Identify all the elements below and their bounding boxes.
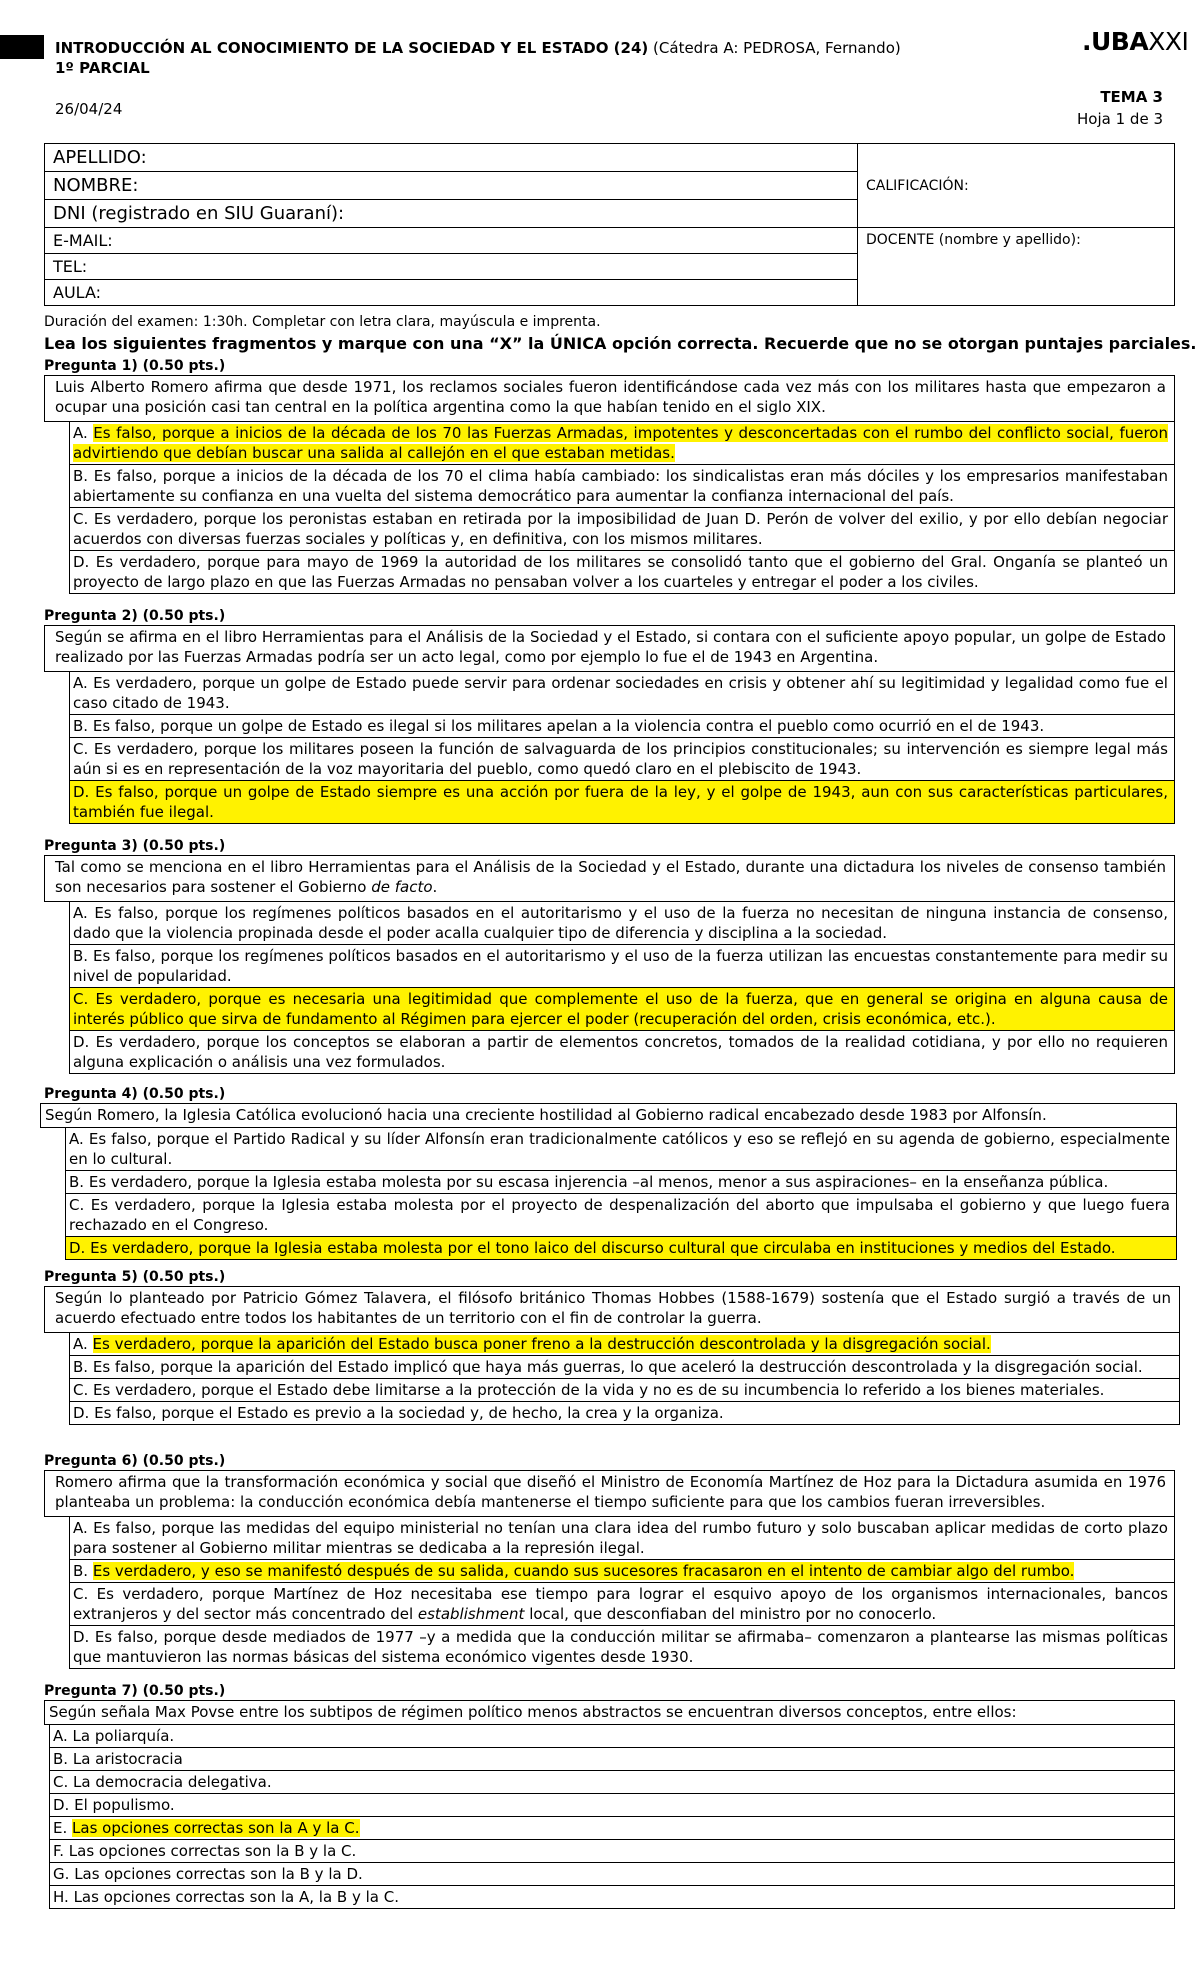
field-aula[interactable]: AULA: <box>45 280 858 306</box>
option-text: Es verdadero, porque para mayo de 1969 la autoridad de los militares se consolidó tanto que el gobierno del Gral. Onganía se planteó un proyecto de largo plazo en que las Fuerzas Armadas no pensaban volver a los cuarteles y entregar el poder a los civiles. <box>73 553 1169 591</box>
option-text: Es verdadero, porque la Iglesia estaba molesta por su escasa injerencia –al menos, menor a sus aspiraciones– en la enseñanza pública. <box>88 1173 1109 1191</box>
catedra: (Cátedra A: PEDROSA, Fernando) <box>653 39 901 57</box>
option-text: Es falso, porque los regímenes políticos basados en el autoritarismo y el uso de la fuerza no necesitan de ninguna instancia de consenso, dado que la violencia propinada desde el poder acalla cualquier tipo de diferencia y disciplina a la sociedad. <box>73 904 1168 942</box>
option-text: Es falso, porque la aparición del Estado implicó que haya más guerras, lo que aceleró la destrucción descontrolada y la disgregación social. <box>92 1358 1143 1376</box>
option-text: Es falso, porque a inicios de la década de los 70 el clima había cambiado: los sindicalistas eran más dóciles y los empresarios manifestaban abiertamente su confianza en una vuelta del sistema democrático para aumentar la confianza internacional del país. <box>73 467 1168 505</box>
question-3-stem: Tal como se menciona en el libro Herramientas para el Análisis de la Sociedad y el Estado, durante una dictadura los niveles de consenso también son necesarios para sostener el Gobierno de facto. <box>44 855 1175 902</box>
question-4-options <box>40 1127 1177 1260</box>
question-6-option-c[interactable]: C. Es verdadero, porque Martínez de Hoz necesitaba ese tiempo para lograr el esquivo apoyo de los organismos internacionales, bancos extranjeros y del sector más concentrado del establishment local, que desconfiaban del ministro por no conocerlo. <box>44 1583 1175 1626</box>
field-dni[interactable]: DNI (registrado en SIU Guaraní): <box>45 200 858 228</box>
question-4-stem: Según Romero, la Iglesia Católica evolucionó hacia una creciente hostilidad al Gobierno radical encabezado desde 1983 por Alfonsín. <box>40 1103 1177 1128</box>
field-docente[interactable]: DOCENTE (nombre y apellido): <box>858 228 1175 306</box>
option-text: Es falso, porque a inicios de la década de los 70 las Fuerzas Armadas, impotentes y desconcertadas con el rumbo del conflicto social, fueron advirtiendo que debían buscar una salida al callejón en el que estaban metidas. <box>73 424 1168 462</box>
question-3-option-a[interactable]: A. Es falso, porque los regímenes políticos basados en el autoritarismo y el uso de la fuerza no necesitan de ninguna instancia de consenso, dado que la violencia propinada desde el poder acalla cualquier tipo de diferencia y disciplina a la sociedad. <box>44 902 1175 945</box>
course-name: INTRODUCCIÓN AL CONOCIMIENTO DE LA SOCIEDAD Y EL ESTADO (24) <box>55 39 649 57</box>
question-2-label: Pregunta 2) (0.50 pts.) <box>44 608 226 624</box>
question-3-label: Pregunta 3) (0.50 pts.) <box>44 838 226 854</box>
question-7-option-c[interactable]: C. La democracia delegativa. <box>44 1771 1175 1794</box>
option-text: La poliarquía. <box>72 1727 175 1745</box>
question-7-option-f[interactable]: F. Las opciones correctas son la B y la C. <box>44 1840 1175 1863</box>
question-1-option-b[interactable]: B. Es falso, porque a inicios de la década de los 70 el clima había cambiado: los sindicalistas eran más dóciles y los empresarios manifestaban abiertamente su confianza en una vuelta del sistema democrático para aumentar la confianza internacional del país. <box>44 465 1175 508</box>
question-6-option-b[interactable]: B. Es verdadero, y eso se manifestó después de su salida, cuando sus sucesores fracasaron en el intento de cambiar algo del rumbo. <box>44 1560 1175 1583</box>
option-text: Es verdadero, porque la aparición del Estado busca poner freno a la destrucción descontrolada y la disgregación social. <box>92 1335 991 1353</box>
option-text: Es falso, porque los regímenes políticos basados en el autoritarismo y el uso de la fuerza utilizan las encuestas constantemente para medir su nivel de popularidad. <box>73 947 1168 985</box>
question-1-options <box>44 421 1175 594</box>
option-text: Es verdadero, porque un golpe de Estado puede servir para ordenar sociedades en crisis y obtener ahí su legitimidad y legalidad como fue el caso citado de 1943. <box>73 674 1168 712</box>
option-text: Es verdadero, porque la Iglesia estaba molesta por el tono laico del discurso cultural que circulaba en instituciones y medios del Estado. <box>90 1239 1116 1257</box>
question-6-option-d[interactable]: D. Es falso, porque desde mediados de 1977 –y a medida que la conducción militar se afirmaba– comenzaron a plantearse las mismas políticas que mantuvieron las normas básicas del sistema económico vigentes desde 1930. <box>44 1626 1175 1669</box>
option-text: Es falso, porque las medidas del equipo ministerial no tenían una clara idea del rumbo futuro y solo buscaban aplicar medidas de corto plazo para sostener al Gobierno militar mientras se dedicaba a la represión ilegal. <box>73 1519 1168 1557</box>
field-apellido[interactable]: APELLIDO: <box>45 144 858 172</box>
student-info-table <box>44 143 1175 306</box>
option-text: Es falso, porque un golpe de Estado es ilegal si los militares apelan a la violencia contra el pueblo como ocurrió en el de 1943. <box>92 717 1045 735</box>
question-4-option-d[interactable]: D. Es verdadero, porque la Iglesia estaba molesta por el tono laico del discurso cultural que circulaba en instituciones y medios del Estado. <box>40 1237 1177 1260</box>
question-3-option-d[interactable]: D. Es verdadero, porque los conceptos se elaboran a partir de elementos concretos, tomados de la realidad cotidiana, y por ello no requieren alguna explicación o análisis una vez formulados. <box>44 1031 1175 1074</box>
option-text: Es verdadero, porque los peronistas estaban en retirada por la imposibilidad de Juan D. Perón de volver del exilio, y por ello debían negociar acuerdos con diversas fuerzas sociales y políticas y, en definitiva, con los mismos militares. <box>73 510 1168 548</box>
course-title <box>55 37 901 59</box>
question-4-option-b[interactable]: B. Es verdadero, porque la Iglesia estaba molesta por su escasa injerencia –al menos, menor a sus aspiraciones– en la enseñanza pública. <box>40 1171 1177 1194</box>
option-text: Las opciones correctas son la A, la B y la C. <box>73 1888 400 1906</box>
question-5-option-c[interactable]: C. Es verdadero, porque el Estado debe limitarse a la protección de la vida y no es de su incumbencia lo referido a los bienes materiales. <box>44 1379 1180 1402</box>
uba-xxi-logo: .UBAXXI <box>1082 27 1189 56</box>
question-4-option-c[interactable]: C. Es verdadero, porque la Iglesia estaba molesta por el proyecto de despenalización del aborto que impulsaba el gobierno y que luego fuera rechazado en el Congreso. <box>40 1194 1177 1237</box>
question-2-option-d[interactable]: D. Es falso, porque un golpe de Estado siempre es una acción por fuera de la ley, y el golpe de 1943, aun con sus características particulares, también fue ilegal. <box>44 781 1175 824</box>
question-6-option-a[interactable]: A. Es falso, porque las medidas del equipo ministerial no tenían una clara idea del rumbo futuro y solo buscaban aplicar medidas de corto plazo para sostener al Gobierno militar mientras se dedicaba a la represión ilegal. <box>44 1517 1175 1560</box>
page-indicator: Hoja 1 de 3 <box>1077 110 1163 128</box>
question-2-option-c[interactable]: C. Es verdadero, porque los militares poseen la función de salvaguarda de los principios constitucionales; su intervención es siempre legal más aún si es en representación de la voz mayoritaria del pueblo, como quedó claro en el plebiscito de 1943. <box>44 738 1175 781</box>
option-text: Es falso, porque el Estado es previo a la sociedad y, de hecho, la crea y la organiza. <box>94 1404 724 1422</box>
question-7-option-g[interactable]: G. Las opciones correctas son la B y la D. <box>44 1863 1175 1886</box>
question-7-option-b[interactable]: B. La aristocracia <box>44 1748 1175 1771</box>
question-2-options <box>44 671 1175 824</box>
exam-instructions: Lea los siguientes fragmentos y marque con una “X” la ÚNICA opción correcta. Recuerde que no se otorgan puntajes parciales. <box>44 334 1197 353</box>
question-1-label: Pregunta 1) (0.50 pts.) <box>44 358 226 374</box>
option-text: Es falso, porque un golpe de Estado siempre es una acción por fuera de la ley, y el golpe de 1943, aun con sus características particulares, también fue ilegal. <box>73 783 1168 821</box>
question-1-stem: Luis Alberto Romero afirma que desde 1971, los reclamos sociales fueron identificándose cada vez más con los militares hasta que empezaron a ocupar una posición casi tan central en la política argentina como la que habían tenido en el siglo XIX. <box>44 375 1175 422</box>
question-5-label: Pregunta 5) (0.50 pts.) <box>44 1269 226 1285</box>
question-4-option-a[interactable]: A. Es falso, porque el Partido Radical y su líder Alfonsín eran tradicionalmente católicos y eso se reflejó en su agenda de gobierno, especialmente en lo cultural. <box>40 1128 1177 1171</box>
option-text: Es verdadero, porque la Iglesia estaba molesta por el proyecto de despenalización del aborto que impulsaba el gobierno y que luego fuera rechazado en el Congreso. <box>69 1196 1170 1234</box>
question-7-stem: Según señala Max Povse entre los subtipos de régimen político menos abstractos se encuentran diversos conceptos, entre ellos: <box>44 1700 1175 1725</box>
option-text: Es verdadero, porque es necesaria una legitimidad que complemente el uso de la fuerza, que en general se origina en alguna causa de interés público que sirva de fundamento al Régimen para ejercer el poder (recuperación del orden, crisis económica, etc.). <box>73 990 1168 1028</box>
option-text: Es verdadero, porque los conceptos se elaboran a partir de elementos concretos, tomados de la realidad cotidiana, y por ello no requieren alguna explicación o análisis una vez formulados. <box>73 1033 1168 1071</box>
exam-name: 1º PARCIAL <box>55 59 150 77</box>
question-6-label: Pregunta 6) (0.50 pts.) <box>44 1453 226 1469</box>
field-nombre[interactable]: NOMBRE: <box>45 172 858 200</box>
question-3-option-b[interactable]: B. Es falso, porque los regímenes políticos basados en el autoritarismo y el uso de la fuerza utilizan las encuestas constantemente para medir su nivel de popularidad. <box>44 945 1175 988</box>
question-4-label: Pregunta 4) (0.50 pts.) <box>44 1086 226 1102</box>
question-5-option-d[interactable]: D. Es falso, porque el Estado es previo a la sociedad y, de hecho, la crea y la organiza. <box>44 1402 1180 1425</box>
option-text: Es verdadero, y eso se manifestó después de su salida, cuando sus sucesores fracasaron en el intento de cambiar algo del rumbo. <box>92 1562 1075 1580</box>
option-text: Las opciones correctas son la B y la C. <box>68 1842 357 1860</box>
question-1-option-c[interactable]: C. Es verdadero, porque los peronistas estaban en retirada por la imposibilidad de Juan D. Perón de volver del exilio, y por ello debían negociar acuerdos con diversas fuerzas sociales y políticas y, en definitiva, con los mismos militares. <box>44 508 1175 551</box>
question-2-stem: Según se afirma en el libro Herramientas para el Análisis de la Sociedad y el Estado, si contara con el suficiente apoyo popular, un golpe de Estado realizado por las Fuerzas Armadas podría ser un acto legal, como por ejemplo lo fue el de 1943 en Argentina. <box>44 625 1175 672</box>
question-2-option-b[interactable]: B. Es falso, porque un golpe de Estado es ilegal si los militares apelan a la violencia contra el pueblo como ocurrió en el de 1943. <box>44 715 1175 738</box>
option-text: Es verdadero, porque los militares poseen la función de salvaguarda de los principios constitucionales; su intervención es siempre legal más aún si es en representación de la voz mayoritaria del pueblo, como quedó claro en el plebiscito de 1943. <box>73 740 1168 778</box>
question-5-stem: Según lo planteado por Patricio Gómez Talavera, el filósofo británico Thomas Hobbes (1588-1679) sostenía que el Estado surgió a través de un acuerdo efectuado entre todos los habitantes de un territorio con el fin de controlar la guerra. <box>44 1286 1180 1333</box>
question-1-option-d[interactable]: D. Es verdadero, porque para mayo de 1969 la autoridad de los militares se consolidó tanto que el gobierno del Gral. Onganía se planteó un proyecto de largo plazo en que las Fuerzas Armadas no pensaban volver a los cuarteles y entregar el poder a los civiles. <box>44 551 1175 594</box>
option-text: Es falso, porque desde mediados de 1977 –y a medida que la conducción militar se afirmaba– comenzaron a plantearse las mismas políticas que mantuvieron las normas básicas del sistema económico vigentes desde 1930. <box>73 1628 1168 1666</box>
option-text: El populismo. <box>74 1796 175 1814</box>
field-tel[interactable]: TEL: <box>45 254 858 280</box>
option-text: Es verdadero, porque el Estado debe limitarse a la protección de la vida y no es de su incumbencia lo referido a los bienes materiales. <box>93 1381 1105 1399</box>
question-1-option-a[interactable]: A. Es falso, porque a inicios de la década de los 70 las Fuerzas Armadas, impotentes y desconcertadas con el rumbo del conflicto social, fueron advirtiendo que debían buscar una salida al callejón en el que estaban metidas. <box>44 422 1175 465</box>
exam-duration: Duración del examen: 1:30h. Completar con letra clara, mayúscula e imprenta. <box>44 314 601 330</box>
question-7-option-d[interactable]: D. El populismo. <box>44 1794 1175 1817</box>
question-7-label: Pregunta 7) (0.50 pts.) <box>44 1683 226 1699</box>
field-calificacion[interactable]: CALIFICACIÓN: <box>858 144 1175 228</box>
question-3-option-c[interactable]: C. Es verdadero, porque es necesaria una legitimidad que complemente el uso de la fuerza, que en general se origina en alguna causa de interés público que sirva de fundamento al Régimen para ejercer el poder (recuperación del orden, crisis económica, etc.). <box>44 988 1175 1031</box>
option-text: Es verdadero, porque Martínez de Hoz necesitaba ese tiempo para lograr el esquivo apoyo de los organismos internacionales, bancos extranjeros y del sector más concentrado del establishment local, que desconfiaban del ministro por no conocerlo. <box>73 1585 1168 1623</box>
header-black-bar <box>0 35 44 59</box>
question-5-option-b[interactable]: B. Es falso, porque la aparición del Estado implicó que haya más guerras, lo que aceleró la destrucción descontrolada y la disgregación social. <box>44 1356 1180 1379</box>
field-email[interactable]: E-MAIL: <box>45 228 858 254</box>
question-6-stem: Romero afirma que la transformación económica y social que diseñó el Ministro de Economía Martínez de Hoz para la Dictadura asumida en 1976 planteaba un problema: la conducción económica debía mantenerse el tiempo suficiente para que los cambios fueran irreversibles. <box>44 1470 1175 1517</box>
option-text: Las opciones correctas son la A y la C. <box>72 1819 360 1837</box>
question-7-option-e[interactable]: E. Las opciones correctas son la A y la C. <box>44 1817 1175 1840</box>
question-7-option-a[interactable]: A. La poliarquía. <box>44 1725 1175 1748</box>
exam-date: 26/04/24 <box>55 100 123 118</box>
tema-label: TEMA 3 <box>1100 88 1163 106</box>
option-text: Las opciones correctas son la B y la D. <box>74 1865 363 1883</box>
question-3-options <box>44 901 1175 1074</box>
question-6-options <box>44 1516 1175 1669</box>
question-5-options <box>44 1332 1180 1425</box>
question-5-option-a[interactable]: A. Es verdadero, porque la aparición del Estado busca poner freno a la destrucción descontrolada y la disgregación social. <box>44 1333 1180 1356</box>
option-text: La democracia delegativa. <box>73 1773 272 1791</box>
option-text: Es falso, porque el Partido Radical y su líder Alfonsín eran tradicionalmente católicos y eso se reflejó en su agenda de gobierno, especialmente en lo cultural. <box>69 1130 1170 1168</box>
question-7-options <box>44 1724 1175 1909</box>
option-text: La aristocracia <box>72 1750 183 1768</box>
question-7-option-h[interactable]: H. Las opciones correctas son la A, la B y la C. <box>44 1886 1175 1909</box>
question-2-option-a[interactable]: A. Es verdadero, porque un golpe de Estado puede servir para ordenar sociedades en crisis y obtener ahí su legitimidad y legalidad como fue el caso citado de 1943. <box>44 672 1175 715</box>
